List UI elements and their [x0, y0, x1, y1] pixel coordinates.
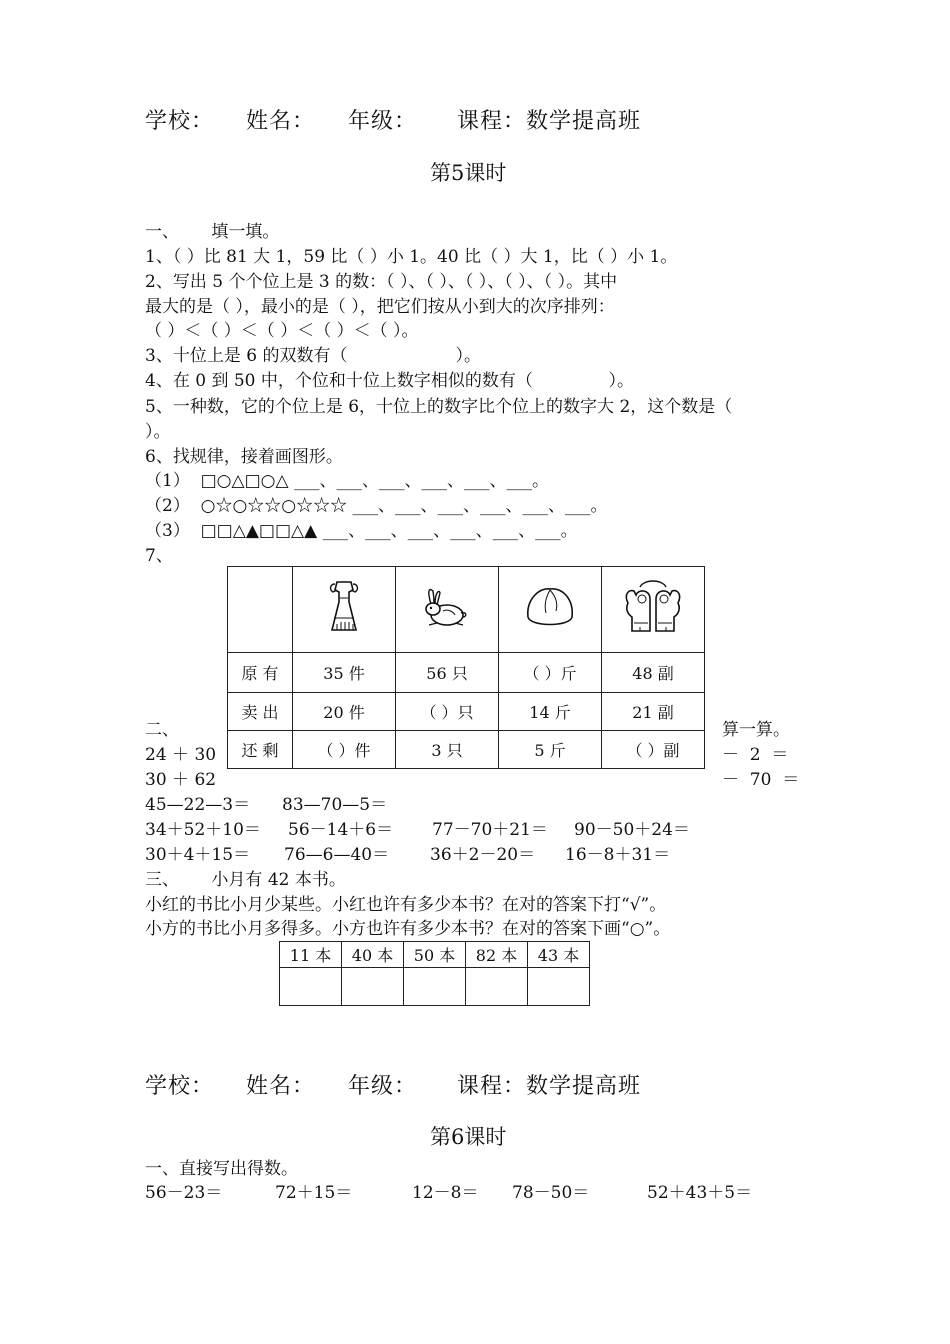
row-label: 还 剩	[228, 731, 293, 769]
option-cell: 50 本	[404, 942, 466, 968]
question-6: 6、找规律，接着画图形。	[145, 447, 343, 467]
rabbit-icon	[417, 585, 477, 631]
calc-right-1: － 2 ＝	[722, 745, 789, 765]
header-school: 学校：	[145, 1074, 215, 1099]
answer-cell[interactable]	[342, 968, 404, 1006]
answer-table	[279, 941, 590, 1006]
answer-cell[interactable]	[280, 968, 342, 1006]
cell: （ ）只	[396, 693, 499, 731]
header-name: 姓名：	[246, 109, 316, 134]
header-course: 课程：数学提高班	[457, 109, 642, 134]
table-corner-cell	[228, 567, 293, 653]
cell: 5 斤	[499, 731, 602, 769]
calc-expr: 78－50＝	[512, 1183, 590, 1203]
mittens-icon	[620, 577, 686, 639]
section-3-heading: 三、 小月有 42 本书。	[145, 870, 346, 890]
calc-right-2: － 70 ＝	[722, 770, 800, 790]
mittens-cell	[602, 567, 705, 653]
table-row	[228, 731, 705, 769]
calc-expr: 45—22—3＝	[145, 795, 251, 815]
cell: 56 只	[396, 653, 499, 693]
cell: 20 件	[293, 693, 396, 731]
row-label: 原 有	[228, 653, 293, 693]
cell: 3 只	[396, 731, 499, 769]
table-row	[228, 693, 705, 731]
calc-expr: 76—6—40＝	[284, 845, 390, 865]
header-course: 课程：数学提高班	[457, 1074, 642, 1099]
section-heading: 一、直接写出得数。	[145, 1159, 298, 1179]
calc-expr: 56－23＝	[145, 1183, 223, 1203]
section-3-line-1: 小红的书比小月少某些。小红也许有多少本书？在对的答案下打“√”。	[145, 895, 667, 915]
section-2-heading: 二、	[145, 720, 179, 740]
question-1: 1、（ ）比 81 大 1，59 比（ ）小 1。40 比（ ）大 1，比（ ）小 1。	[145, 247, 678, 267]
calc-expr: 77－70＋21＝	[432, 820, 548, 840]
calc-left-1: 24 ＋ 30	[145, 745, 217, 765]
calc-expr: 34＋52＋10＝	[145, 820, 261, 840]
cell: （ ）副	[602, 731, 705, 769]
dress-icon	[322, 578, 366, 638]
page-title: 第6课时	[430, 1125, 507, 1149]
option-cell: 11 本	[280, 942, 342, 968]
row-label: 卖 出	[228, 693, 293, 731]
question-3: 3、十位上是 6 的双数有（ ）。	[145, 346, 482, 366]
option-cell: 82 本	[466, 942, 528, 968]
header-grade: 年级：	[348, 109, 418, 134]
question-7: 7、	[145, 546, 173, 566]
calc-expr: 52＋43＋5＝	[647, 1183, 753, 1203]
cell: （ ）件	[293, 731, 396, 769]
section-3-line-2: 小方的书比小月多得多。小方也许有多少本书？在对的答案下画“○”。	[145, 919, 671, 939]
question-4: 4、在 0 到 50 中，个位和十位上数字相似的数有（ ）。	[145, 371, 635, 391]
calc-expr: 16－8＋31＝	[565, 845, 671, 865]
question-5-line-2: ）。	[145, 422, 171, 442]
question-6-pattern-1: （1） □○△□○△ ___、___、___、___、___、___。	[145, 471, 549, 491]
calc-expr: 12－8＝	[412, 1183, 479, 1203]
question-2-line-2: 最大的是（ ），最小的是（ ），把它们按从小到大的次序排列：	[145, 297, 615, 317]
calc-expr: 72＋15＝	[275, 1183, 353, 1203]
question-2-line-1: 2、写出 5 个个位上是 3 的数：（ ）、（ ）、（ ）、（ ）、（ ）。其中	[145, 272, 618, 292]
calc-expr: 83—70—5＝	[282, 795, 388, 815]
calc-expr: 36＋2－20＝	[430, 845, 536, 865]
page-title: 第5课时	[430, 161, 507, 185]
dress-cell	[293, 567, 396, 653]
question-5-line-1: 5、一种数，它的个位上是 6，十位上的数字比个位上的数字大 2，这个数是（	[145, 397, 733, 417]
section-2-heading-right: 算一算。	[722, 720, 790, 740]
question-6-pattern-2: （2） ○☆○☆☆○☆☆☆ ___、___、___、___、___、___。	[145, 496, 608, 516]
answer-cell[interactable]	[528, 968, 590, 1006]
section-heading: 一、 填一填。	[145, 222, 280, 242]
header-grade: 年级：	[348, 1074, 418, 1099]
question-2-line-3: （ ）＜（ ）＜（ ）＜（ ）＜（ ）。	[145, 321, 419, 341]
answer-cell[interactable]	[466, 968, 528, 1006]
table-row	[228, 653, 705, 693]
goods-table	[227, 566, 705, 769]
cell: 14 斤	[499, 693, 602, 731]
cell: 48 副	[602, 653, 705, 693]
question-6-pattern-3: （3） □□△▲□□△▲ ___、___、___、___、___、___。	[145, 521, 578, 541]
bun-cell	[499, 567, 602, 653]
calc-expr: 90－50＋24＝	[574, 820, 690, 840]
bun-icon	[522, 583, 578, 633]
cell: 35 件	[293, 653, 396, 693]
option-cell: 40 本	[342, 942, 404, 968]
calc-expr: 56－14＋6＝	[288, 820, 394, 840]
cell: （ ）斤	[499, 653, 602, 693]
calc-left-2: 30 ＋ 62	[145, 770, 217, 790]
cell: 21 副	[602, 693, 705, 731]
header-school: 学校：	[145, 109, 215, 134]
calc-expr: 30＋4＋15＝	[145, 845, 251, 865]
answer-cell[interactable]	[404, 968, 466, 1006]
header-name: 姓名：	[246, 1074, 316, 1099]
rabbit-cell	[396, 567, 499, 653]
option-cell: 43 本	[528, 942, 590, 968]
